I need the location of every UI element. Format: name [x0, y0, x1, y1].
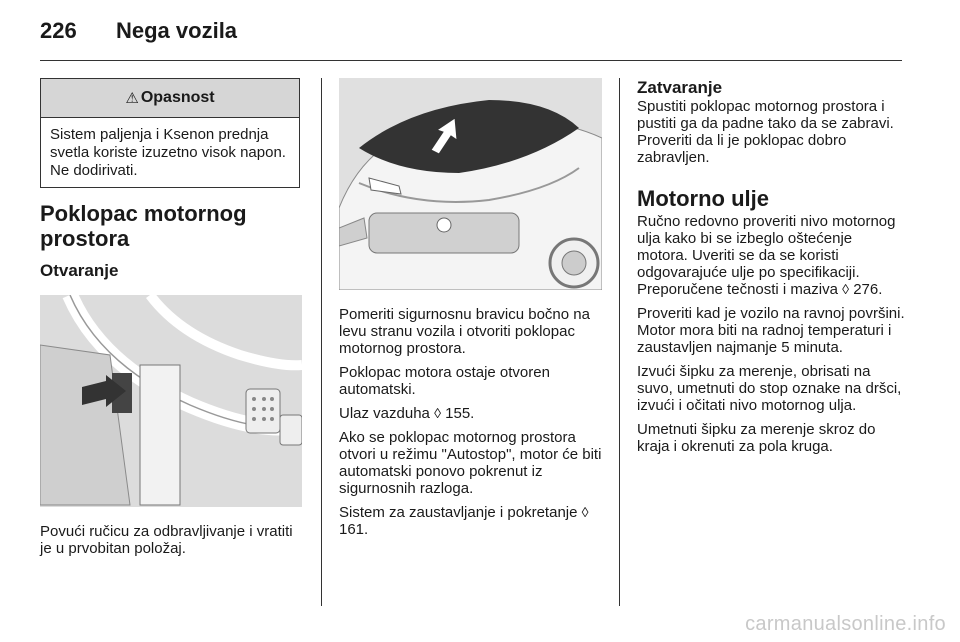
- section-title: Nega vozila: [116, 18, 238, 43]
- warning-title: Opasnost: [140, 89, 215, 106]
- paragraph-stop-start: [339, 504, 604, 538]
- paragraph-dipstick-insert: Umetnuti šipku za merenje skroz do kraja i okrenuti za pola kruga.: [637, 421, 876, 455]
- warning-text: Sistem paljenja i Ksenon prednja svetla koriste izuzetno visok napon. Ne dodirivati.: [50, 126, 286, 179]
- paragraph-open-hood: Pomeriti sigurnosnu bravicu bočno na levu stranu vozila i otvoriti poklopac motornog prostora.: [339, 306, 590, 357]
- oil-check-text: Ručno redovno proveriti nivo motornog ulja kako bi se izbeglo oštećenje motora. Uveriti se da se koristi odgovarajuće ulje po specifikaciji. Preporučene tečnosti i maziva: [637, 213, 896, 298]
- paragraph-level-surface: Proveriti kad je vozilo na ravnoj površini. Motor mora biti na radnoj temperaturi i zaustavljen najmanje 5 minuta.: [637, 305, 905, 356]
- stop-start-page-ref[interactable]: 161.: [339, 521, 369, 538]
- section-heading: Poklopac motornog prostora: [40, 201, 247, 251]
- open-hood-illustration: [339, 78, 602, 290]
- page-ref-icon: ◊: [842, 281, 850, 297]
- fluids-page-ref[interactable]: 276.: [853, 281, 883, 298]
- air-intake-page-ref[interactable]: 155.: [445, 405, 475, 422]
- car-hood-drawing: [339, 78, 602, 290]
- page-header: [40, 18, 237, 44]
- warning-triangle-icon: ⚠: [125, 90, 139, 107]
- paragraph-dipstick-read: Izvući šipku za merenje, obrisati na suvo, umetnuti do stop oznake na dršci, izvući i očitati nivo motornog ulja.: [637, 363, 902, 414]
- air-intake-text: Ulaz vazduha: [339, 405, 430, 422]
- page-ref-icon: ◊: [581, 504, 589, 520]
- subsection-heading-opening: Otvaranje: [40, 261, 119, 280]
- hood-release-lever-drawing: [40, 295, 302, 507]
- paragraph-closing: Spustiti poklopac motornog prostora i pustiti ga da padne tako da se zabravi. Proveriti da li je poklopac dobro zabravljen.: [637, 98, 894, 166]
- warning-box: [40, 78, 300, 188]
- header-divider: [40, 60, 902, 61]
- subsection-heading-closing: Zatvaranje: [637, 78, 723, 97]
- warning-header: [41, 79, 299, 118]
- watermark: carmanualsonline.info: [745, 613, 946, 635]
- paragraph-oil-check: [637, 213, 905, 298]
- figure-caption: Povući ručicu za odbravljivanje i vratiti je u prvobitan položaj.: [40, 523, 293, 557]
- column-divider-1: [321, 78, 322, 606]
- column-divider-2: [619, 78, 620, 606]
- paragraph-autostop: Ako se poklopac motornog prostora otvori u režimu "Autostop", motor će biti automatski ponovo pokrenut iz sigurnosnih razloga.: [339, 429, 602, 497]
- stop-start-text: Sistem za zaustavljanje i pokretanje: [339, 504, 578, 521]
- column-3: [637, 78, 905, 455]
- hood-release-lever-illustration: [40, 295, 302, 507]
- page-number: 226: [40, 18, 77, 43]
- column-1: [40, 78, 302, 557]
- paragraph-air-intake: [339, 405, 604, 422]
- column-2: [339, 78, 604, 538]
- page-ref-icon: ◊: [434, 405, 441, 421]
- section-heading-engine-oil: Motorno ulje: [637, 186, 769, 211]
- paragraph-stays-open: Poklopac motora ostaje otvoren automatski.: [339, 364, 550, 398]
